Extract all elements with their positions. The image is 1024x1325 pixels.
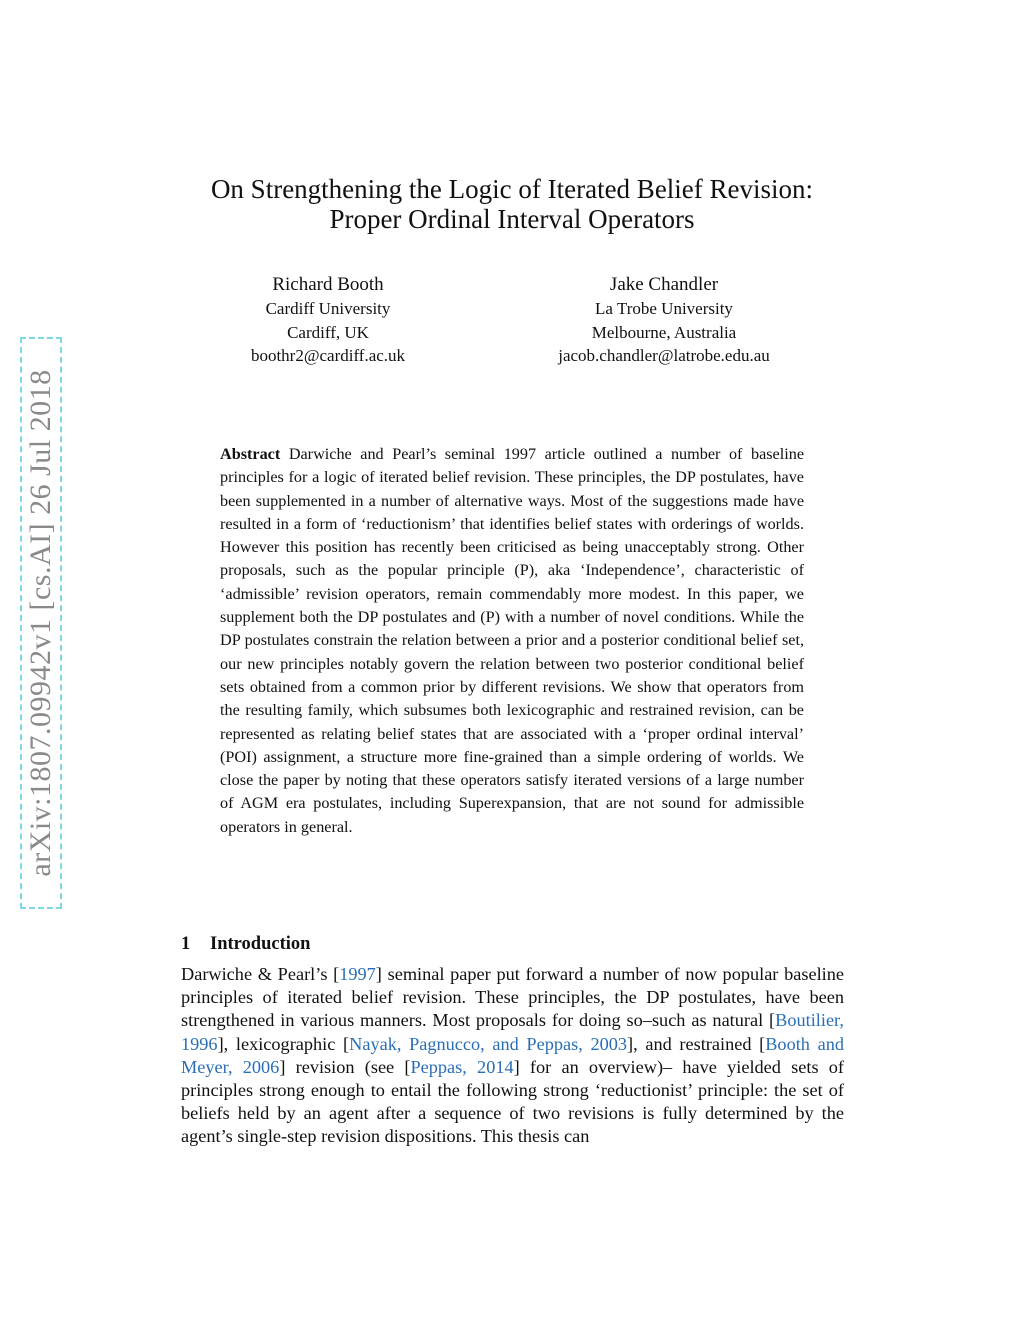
citation-link[interactable]: 1997 xyxy=(339,964,376,984)
author-email: boothr2@cardiff.ac.uk xyxy=(250,346,406,365)
intro-text: ] for an overview)– have yielded sets of principles strong enough to entail the following strong ‘reductionist’ principle: the set of beliefs held by an agent after a sequence of two revisions is fully determined by the agent’s single-step revision dispositions. This thesis can xyxy=(181,1056,844,1147)
title-line-1: On Strengthening the Logic of Iterated Belief Revision: xyxy=(210,174,814,204)
author-affiliation: Cardiff University xyxy=(265,299,391,318)
intro-text: ] seminal paper put forward a number of now popular baseline principles of iterated belief revision. These principles, the DP postulates, have been strengthened in various manners. Most proposals for doing so–such as natural [ xyxy=(181,964,844,1031)
author-name: Richard Booth xyxy=(272,274,384,295)
intro-text: ], lexicographic [ xyxy=(217,1033,350,1054)
section-number: 1 xyxy=(181,934,191,954)
author-email: jacob.chandler@latrobe.edu.au xyxy=(558,346,770,365)
citation-link[interactable]: Booth and Meyer, 2006 xyxy=(181,1033,844,1077)
citation-link[interactable]: Peppas, 2014 xyxy=(410,1056,514,1077)
arxiv-stamp: arXiv:1807.09942v1 [cs.AI] 26 Jul 2018 xyxy=(24,369,57,877)
author-location: Cardiff, UK xyxy=(287,322,369,342)
paper-title xyxy=(140,174,884,234)
intro-paragraph xyxy=(181,963,844,1149)
section-title: Introduction xyxy=(210,934,311,954)
abstract xyxy=(220,443,804,839)
intro-text: ] revision (see [ xyxy=(279,1056,411,1077)
author-name: Jake Chandler xyxy=(609,274,719,295)
citation-link[interactable]: Boutilier, 1996 xyxy=(181,1010,844,1054)
abstract-label: Abstract xyxy=(220,445,281,463)
author-block-2 xyxy=(504,273,824,368)
intro-text: Darwiche & Pearl’s [ xyxy=(181,964,340,984)
intro-text: ], and restrained [ xyxy=(627,1033,766,1054)
abstract-text: Darwiche and Pearl’s seminal 1997 article outlined a number of baseline principles for a logic of iterated belief revision. These principles, the DP postulates, have been supplemented in a number of alternative ways. Most of the suggestions made have resulted in a form of ‘reductionism’ that identifies belief states with orderings of worlds. However this position has recently been criticised as being unacceptably strong. Other proposals, such as the popular principle (P), aka ‘Independence’, characteristic of ‘admissible’ revision operators, remain commendably more modest. In this paper, we supplement both the DP postulates and (P) with a number of novel conditions. While the DP postulates constrain the relation between a prior and a posterior conditional belief set, our new principles notably govern the relation between two posterior conditional belief sets obtained from a common prior by different revisions. We show that operators from the resulting family, which subsumes both lexicographic and restrained revision, can be represented as relating belief states that are associated with a ‘proper ordinal interval’ (POI) assignment, a structure more fine-grained than a simple ordering of worlds. We close the paper by noting that these operators satisfy iterated versions of a large number of AGM era postulates, including Superexpansion, that are not sound for admissible operators in general. xyxy=(220,445,805,836)
author-block-1 xyxy=(168,273,488,368)
section-heading xyxy=(181,934,310,955)
citation-link[interactable]: Nayak, Pagnucco, and Peppas, 2003 xyxy=(349,1033,628,1054)
author-affiliation: La Trobe University xyxy=(595,299,733,318)
title-line-2: Proper Ordinal Interval Operators xyxy=(329,204,695,234)
author-location: Melbourne, Australia xyxy=(591,322,737,342)
